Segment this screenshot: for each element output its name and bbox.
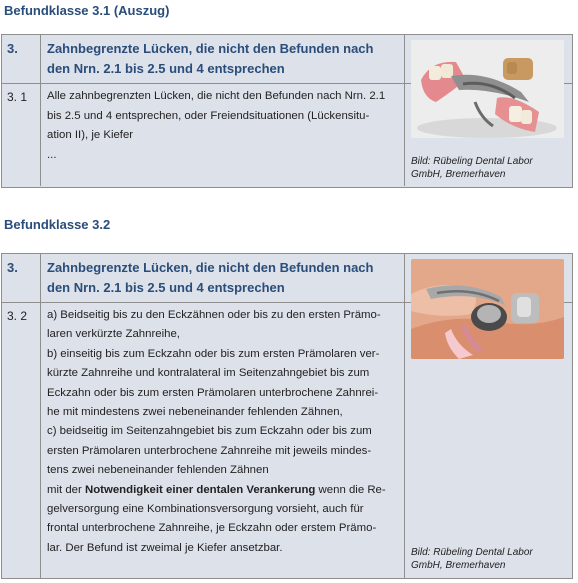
befund-table-3-1: [1, 34, 573, 188]
text-line: c) beidseitig im Seitenzahngebiet bis zum Eckzahn oder bis zum: [47, 425, 372, 438]
text-line: ersten Prämolaren unterbrochene Zahnreihe mit jeweils mindes-: [47, 444, 372, 457]
befund-table-3-2: [1, 253, 573, 579]
text-line: bis 2.5 und 4 entsprechen, oder Freiendsituationen (Lückensitu-: [47, 109, 370, 122]
row-number: 3. 2: [2, 303, 41, 578]
text-line: a) Beidseitig bis zu den Eckzähnen oder bis zu den ersten Prämo-: [47, 309, 381, 321]
image-cell: [405, 35, 572, 187]
text-line: lar. Der Befund ist zweimal je Kiefer ansetzbar.: [47, 541, 283, 554]
section-title-3-1: Befundklasse 3.1 (Auszug): [4, 3, 170, 18]
text-line: tens zwei nebeneinander fehlenden Zähnen: [47, 464, 269, 477]
dental-prosthesis-photo: [411, 40, 564, 138]
text-line: he mit mindestens zwei nebeneinander fehlenden Zähnen,: [47, 406, 343, 419]
header-number: 3.: [2, 254, 41, 302]
header-line: Zahnbegrenzte Lücken, die nicht den Befunden nach: [47, 260, 374, 275]
text-line: b) einseitig bis zum Eckzahn oder bis zum ersten Prämolaren ver-: [47, 347, 380, 360]
header-title: [41, 35, 405, 83]
image-cell: [405, 254, 572, 578]
text-fragment: wenn die Re-: [315, 483, 386, 496]
header-title: [41, 254, 405, 302]
text-line: ...: [47, 148, 57, 161]
header-line: Zahnbegrenzte Lücken, die nicht den Befunden nach: [47, 41, 374, 56]
dental-model-photo: [411, 259, 564, 359]
emphasis-text: Notwendigkeit einer dentalen Verankerung: [84, 483, 316, 496]
text-line: ation II), je Kiefer: [47, 129, 134, 142]
text-fragment: mit der: [47, 483, 85, 496]
text-line: Alle zahnbegrenzten Lücken, die nicht den Befunden nach Nrn. 2.1: [47, 90, 386, 102]
section-title-3-2: Befundklasse 3.2: [4, 217, 111, 232]
credit-line: Bild: Rübeling Dental Labor: [411, 547, 533, 558]
text-line: Eckzahn oder bis zum ersten Prämolaren unterbrochene Zahnrei-: [47, 386, 379, 399]
credit-line: Bild: Rübeling Dental Labor: [411, 156, 533, 167]
photo-credit: [411, 546, 568, 572]
row-text: [41, 303, 405, 578]
credit-line: GmbH, Bremerhaven: [411, 169, 506, 180]
text-line: frontal unterbrochene Zahnreihe, je Eckzahn oder erstem Prämo-: [47, 522, 377, 535]
header-line: den Nrn. 2.1 bis 2.5 und 4 entsprechen: [47, 280, 285, 295]
row-number: 3. 1: [2, 84, 41, 186]
text-line-with-emphasis: [47, 481, 398, 500]
text-line: gelversorgung eine Kombinationsversorgung vorsieht, auch für: [47, 503, 364, 516]
row-text: [41, 84, 405, 186]
photo-credit: [411, 155, 568, 181]
text-line: laren verkürzte Zahnreihe,: [47, 328, 180, 341]
header-number: 3.: [2, 35, 41, 83]
header-line: den Nrn. 2.1 bis 2.5 und 4 entsprechen: [47, 61, 285, 76]
credit-line: GmbH, Bremerhaven: [411, 560, 506, 571]
text-line: kürzte Zahnreihe und kontralateral im Seitenzahngebiet bis zum: [47, 367, 370, 380]
